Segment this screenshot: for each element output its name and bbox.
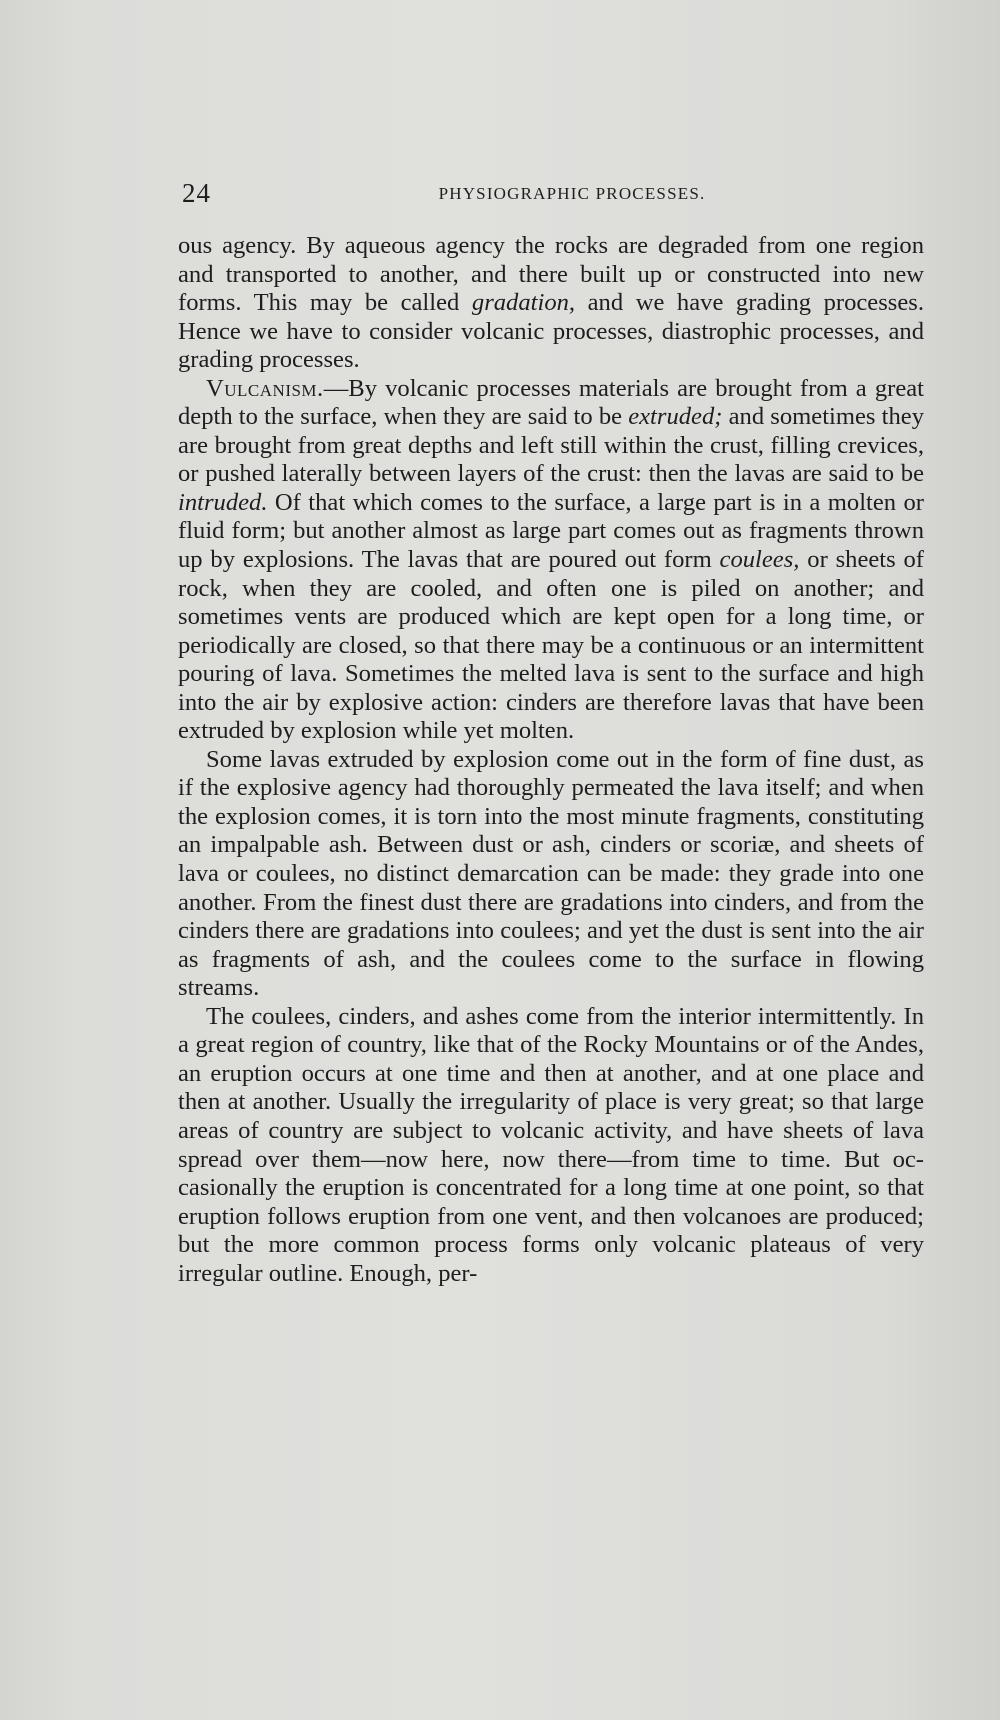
paragraph-intermittent-eruptions: The coulees, cinders, and ashes come from the interior intermittently. In a great region of country, like that of the Rocky Mountains or of the Andes, an eruption occurs at one time and then at another, and at one place and then at another. Usually the irregularity of place is very great; so that large areas of country are subject to volcanic activity, and have sheets of lava spread over them—now here, now there—from time to time. But occasionally the eruption is concentrated for a long time at one point, so that eruption follows eruption from one vent, and then volcanoes are produced; but the more common process forms only volcanic plateaus of very irregular outline. Enough, per-: [178, 1002, 924, 1287]
running-head: [182, 178, 922, 212]
text-run: and we have grading processes. Hence we have to consider volcanic processes, diastrophic processes, and grading processes.: [178, 289, 924, 374]
italic-term-gradation: gradation,: [471, 289, 576, 317]
paragraph-lava-dust: Some lavas extruded by explosion come out in the form of fine dust, as if the explosive agency had thoroughly permeated the lava itself; and when the explosion comes, it is torn into the most minute fragments, constituting an impalpable ash. Between dust or ash, cinders or scoriæ, and sheets of lava or coulees, no distinct demarcation can be made: they grade into one another. From the finest dust there are gradations into cinders, and from the cinders there are gradations into coulees; and yet the dust is sent into the air as fragments of ash, and the coulees come to the surface in flowing streams.: [178, 745, 924, 1002]
paragraph-vulcanism: [178, 375, 924, 746]
italic-term-extruded: extruded;: [628, 403, 723, 431]
text-run: and sometimes they are brought from great depths and left still within the crust, filling crevices, or pushed laterally between layers of the crust: then the lavas are said to be: [178, 403, 924, 488]
body-text: [178, 232, 924, 1288]
paragraph-continuation: [178, 232, 924, 375]
section-lead-vulcanism: Vulcanism.: [206, 374, 324, 402]
running-title: PHYSIOGRAPHIC PROCESSES.: [438, 184, 706, 203]
page-number: 24: [182, 178, 211, 208]
italic-term-coulees: coulees,: [719, 546, 800, 574]
text-run: —By volcanic processes materials are brought from a great depth to the surface, when they are said to be: [178, 374, 924, 431]
text-run: or sheets of rock, when they are cooled, and often one is piled on another; and sometimes vents are produced which are kept open for a long time, or periodically are closed, so that there may be a continuous or an intermittent pouring of lava. Sometimes the melted lava is sent to the surface and high into the air by explosive action: cinders are therefore lavas that have been extruded by explosion while yet molten.: [178, 546, 925, 745]
text-run: ous agency. By aqueous agency the rocks are degraded from one region and transported to another, and there built up or constructed into new forms. This may be called: [178, 232, 924, 317]
text-run: Of that which comes to the surface, a large part is in a molten or fluid form; but another almost as large part comes out as fragments thrown up by explosions. The lavas that are poured out form: [178, 488, 924, 574]
italic-term-intruded: intruded.: [178, 488, 268, 516]
